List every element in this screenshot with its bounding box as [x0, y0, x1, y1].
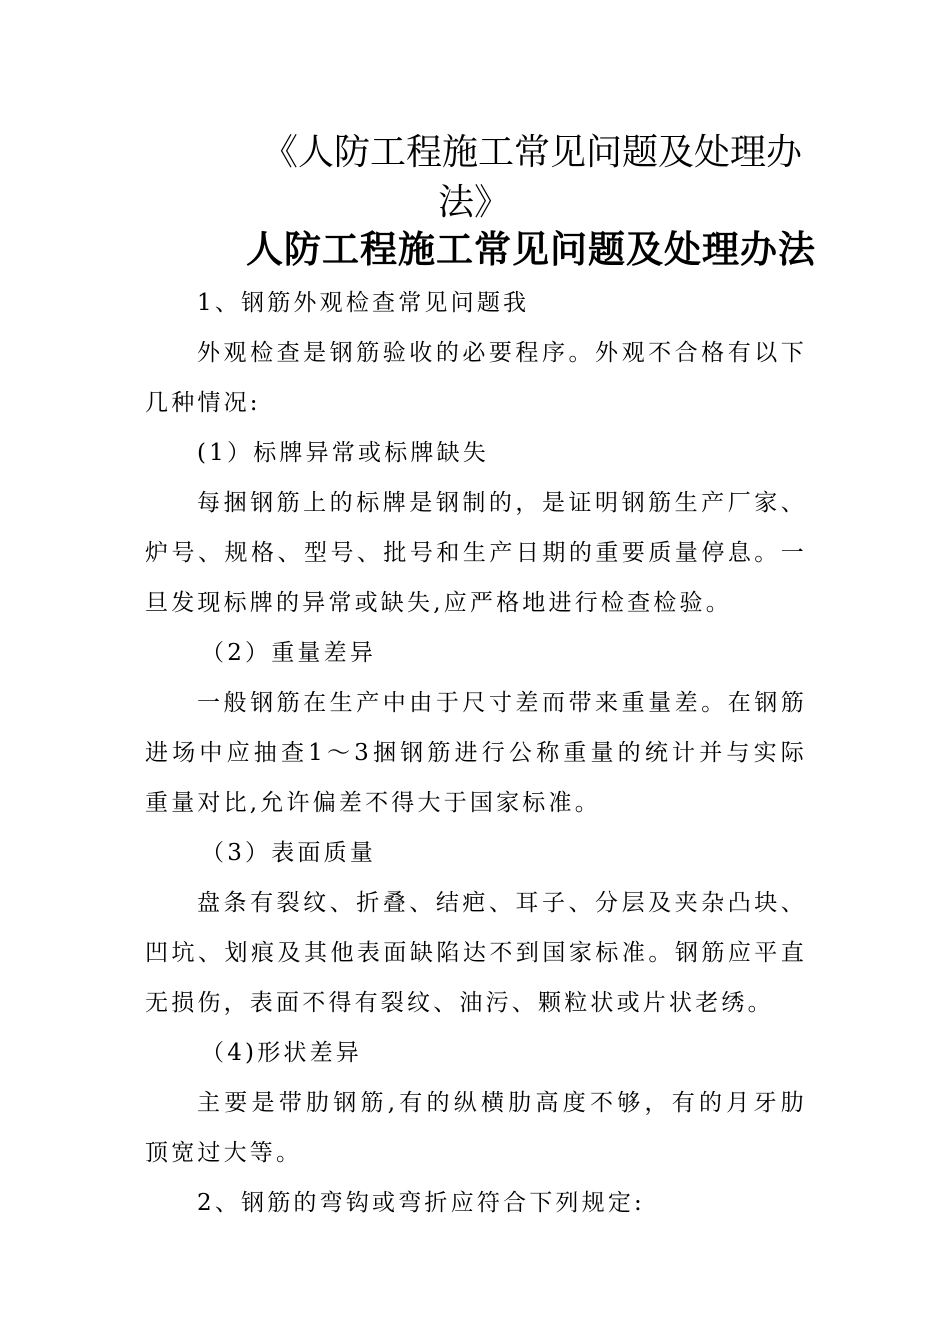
section-heading: 2、钢筋的弯钩或弯折应符合下列规定:: [197, 1190, 645, 1216]
paragraph: 主要是带肋钢筋,有的纵横肋高度不够，有的月牙肋顶宽过大等。: [145, 1090, 807, 1166]
paragraph: 每捆钢筋上的标牌是钢制的，是证明钢筋生产厂家、炉号、规格、型号、批号和生产日期的重要质量停息。一旦发现标牌的异常或缺失,应严格地进行检查检验。: [145, 490, 807, 616]
document-body: [145, 278, 807, 1228]
document-title: [262, 128, 802, 228]
paragraph: 盘条有裂纹、折叠、结疤、耳子、分层及夹杂凸块、凹坑、划痕及其他表面缺陷达不到国家标准。钢筋应平直无损伤，表面不得有裂纹、油污、颗粒状或片状老绣。: [145, 890, 807, 1016]
paragraph: 一般钢筋在生产中由于尺寸差而带来重量差。在钢筋进场中应抽查1～3捆钢筋进行公称重量的统计并与实际重量对比,允许偏差不得大于国家标准。: [145, 690, 807, 816]
document-title-line-2: 法》: [438, 182, 511, 223]
section-heading: 1、钢筋外观检查常见问题我: [197, 290, 530, 316]
section-heading: （2）重量差异: [201, 640, 377, 666]
section-heading: (1）标牌异常或标牌缺失: [197, 440, 490, 466]
section-heading: （3）表面质量: [201, 840, 377, 866]
document-title-line-1: 《人防工程施工常见问题及处理办: [262, 132, 803, 173]
section-heading: （4)形状差异: [201, 1040, 363, 1066]
paragraph: 外观检查是钢筋验收的必要程序。外观不合格有以下几种情况:: [145, 340, 807, 416]
document-subtitle: 人防工程施工常见问题及处理办法: [246, 227, 816, 271]
